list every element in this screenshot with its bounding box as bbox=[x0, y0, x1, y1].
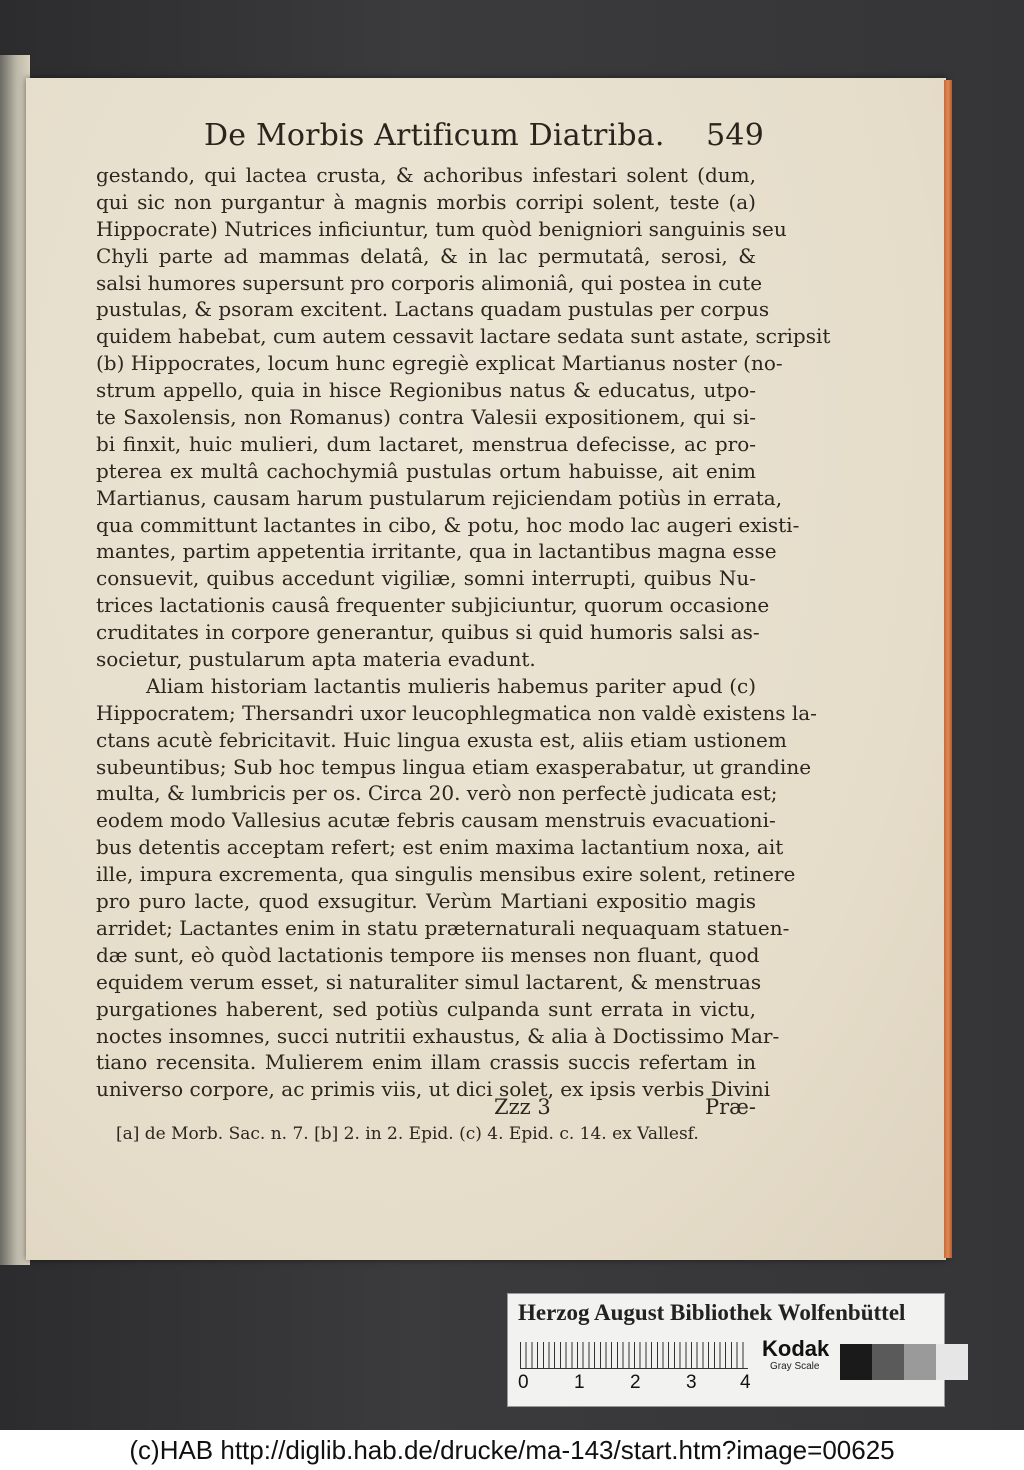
text-line: multa, & lumbricis per os. Circa 20. verò non perfectè judicata est; bbox=[96, 781, 778, 806]
catchword: Præ- bbox=[704, 1095, 756, 1119]
text-line: Hippocratem; Thersandri uxor leucophlegmatica non valdè existens la- bbox=[96, 700, 817, 725]
text-line: subeuntibus; Sub hoc tempus lingua etiam exasperabatur, ut grandine bbox=[96, 754, 812, 779]
text-line: strum appello, quia in hisce Regionibus natus & educatus, utpo- bbox=[96, 378, 756, 403]
ruler-number: 2 bbox=[630, 1372, 641, 1393]
text-line: pustulas, & psoram excitent. Lactans quadam pustulas per corpus bbox=[96, 297, 770, 322]
source-footer bbox=[0, 1430, 1024, 1470]
library-label-card bbox=[507, 1293, 945, 1407]
page-edge-colored bbox=[944, 80, 952, 1258]
text-line: consuevit, quibus accedunt vigiliæ, somni interrupti, quibus Nu- bbox=[96, 566, 756, 591]
running-title: De Morbis Artificum Diatriba. bbox=[204, 118, 665, 153]
gray-swatch bbox=[840, 1344, 872, 1380]
text-line: (b) Hippocrates, locum hunc egregiè explicat Martianus noster (no- bbox=[96, 351, 783, 376]
text-line: societur, pustularum apta materia evadunt. bbox=[96, 647, 536, 672]
page-number: 549 bbox=[706, 118, 764, 153]
text-line: Martianus, causam harum pustularum rejiciendam potiùs in errata, bbox=[96, 485, 783, 510]
text-line: bi finxit, huic mulieri, dum lactaret, menstrua defecisse, ac pro- bbox=[96, 431, 756, 456]
gray-swatch bbox=[872, 1344, 904, 1380]
footnotes: [a] de Morb. Sac. n. 7. [b] 2. in 2. Epid. (c) 4. Epid. c. 14. ex Vallesf. bbox=[116, 1124, 699, 1144]
text-line: gestando, qui lactea crusta, & achoribus infestari solent (dum, bbox=[96, 163, 756, 187]
text-line: ctans acutè febricitavit. Huic lingua exusta est, aliis etiam ustionem bbox=[96, 727, 787, 752]
source-url: (c)HAB http://diglib.hab.de/drucke/ma-143/start.htm?image=00625 bbox=[129, 1434, 895, 1465]
text-line: noctes insomnes, succi nutritii exhaustus, & alia à Doctissimo Mar- bbox=[96, 1023, 780, 1048]
gray-scale-swatches bbox=[840, 1344, 968, 1380]
text-line: te Saxolensis, non Romanus) contra Valesii expositionem, qui si- bbox=[96, 405, 756, 430]
text-line: Hippocrate) Nutrices inficiuntur, tum quòd benigniori sanguinis seu bbox=[96, 216, 787, 241]
gray-scale-label: Gray Scale bbox=[770, 1361, 820, 1372]
text-line: quidem habebat, cum autem cessavit lactare sedata sunt astate, scripsit bbox=[96, 324, 831, 349]
text-line: salsi humores supersunt pro corporis alimoniâ, qui postea in cute bbox=[96, 270, 763, 295]
text-line: Aliam historiam lactantis mulieris habemus pariter apud (c) bbox=[146, 673, 756, 698]
text-line: trices lactationis causâ frequenter subjiciuntur, quorum occasione bbox=[96, 593, 770, 618]
library-name: Herzog August Bibliothek Wolfenbüttel bbox=[518, 1300, 906, 1325]
text-line: ille, impura excrementa, qua singulis mensibus exire solent, retinere bbox=[96, 862, 796, 887]
text-line: cruditates in corpore generantur, quibus si quid humoris salsi as- bbox=[96, 620, 760, 645]
signature-mark: Zzz 3 bbox=[494, 1095, 551, 1119]
text-line: universo corpore, ac primis viis, ut dici solet, ex ipsis verbis Divini bbox=[96, 1077, 771, 1102]
text-line: equidem verum esset, si naturaliter simul lactarent, & menstruas bbox=[96, 969, 762, 994]
ruler-number: 3 bbox=[686, 1372, 697, 1393]
text-line: pterea ex multâ cachochymiâ pustulas ortum habuisse, ait enim bbox=[96, 458, 756, 483]
ruler-number: 0 bbox=[518, 1372, 529, 1393]
text-line: mantes, partim appetentia irritante, qua in lactantibus magna esse bbox=[96, 539, 777, 564]
gray-swatch bbox=[936, 1344, 968, 1380]
text-line: bus detentis acceptam refert; est enim maxima lactantium noxa, ait bbox=[96, 835, 784, 860]
kodak-logo: Kodak bbox=[762, 1336, 830, 1361]
text-line: tiano recensita. Mulierem enim illam crassis succis refertam in bbox=[96, 1050, 756, 1075]
measurement-ruler bbox=[520, 1342, 748, 1369]
running-header bbox=[204, 118, 764, 158]
text-line: Chyli parte ad mammas delatâ, & in lac permutatâ, serosi, & bbox=[96, 243, 756, 268]
text-line: qua committunt lactantes in cibo, & potu, hoc modo lac augeri existi- bbox=[96, 512, 800, 537]
ruler-number: 4 bbox=[740, 1372, 751, 1393]
main-text-block bbox=[96, 162, 831, 1103]
signature-line bbox=[96, 1095, 756, 1123]
gray-swatch bbox=[904, 1344, 936, 1380]
text-line: pro puro lacte, quod exsugitur. Verùm Martiani expositio magis bbox=[96, 889, 756, 914]
text-line: arridet; Lactantes enim in statu præternaturali nequaquam statuen- bbox=[96, 915, 790, 940]
text-line: eodem modo Vallesius acutæ febris causam menstruis evacuationi- bbox=[96, 808, 776, 833]
ruler-number: 1 bbox=[574, 1372, 585, 1393]
text-line: purgationes haberent, sed potiùs culpanda sunt errata in victu, bbox=[96, 996, 756, 1021]
text-line: qui sic non purgantur à magnis morbis corripi solent, teste (a) bbox=[96, 189, 756, 214]
text-line: dæ sunt, eò quòd lactationis tempore iis menses non fluant, quod bbox=[96, 942, 760, 967]
